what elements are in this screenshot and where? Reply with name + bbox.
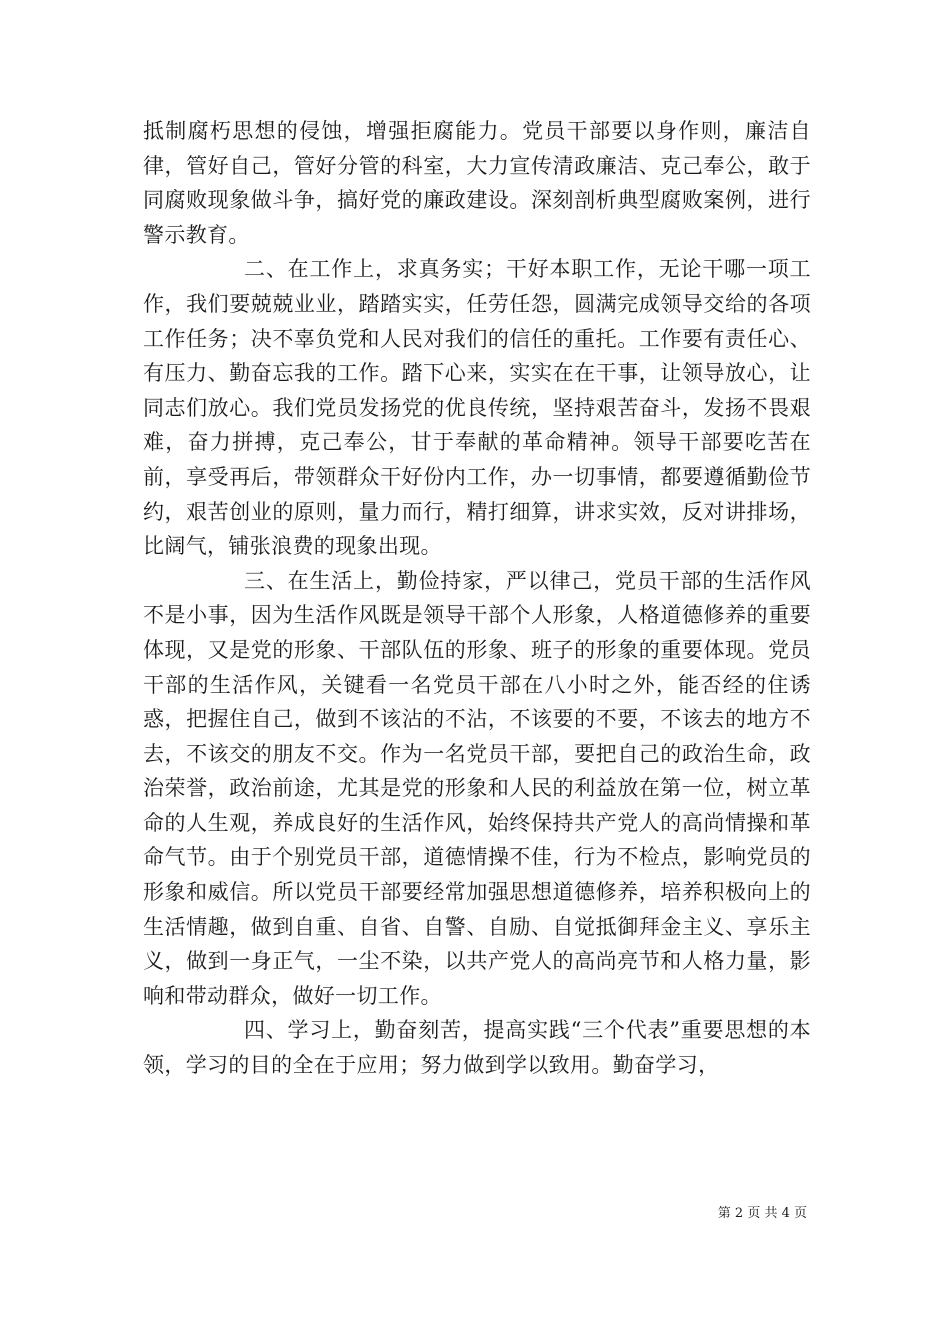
paragraph-life: 三、在生活上，勤俭持家，严以律己，党员干部的生活作风不是小事，因为生活作风既是领导干部个人形象，人格道德修养的重要体现，又是党的形象、干部队伍的形象、班子的形象的重要体现。党员干部的生活作风，关键看一名党员干部在八小时之外，能否经的住诱惑，把握住自己，做到不该沾的不沾，不该要的不要，不该去的地方不去，不该交的朋友不交。作为一名党员干部，要把自己的政治生命，政治荣誉，政治前途，尤其是党的形象和人民的利益放在第一位，树立革命的人生观，养成良好的生活作风，始终保持共产党人的高尚情操和革命气节。由于个别党员干部，道德情操不佳，行为不检点，影响党员的形象和威信。所以党员干部要经常加强思想道德修养，培养积极向上的生活情趣，做到自重、自省、自警、自励、自觉抵御拜金主义、享乐主义，做到一身正气，一尘不染，以共产党人的高尚亮节和人格力量，影响和带动群众，做好一切工作。 — [143, 568, 811, 1008]
document-body — [143, 114, 811, 1083]
paragraph-work: 二、在工作上，求真务实；干好本职工作，无论干哪一项工作，我们要兢兢业业，踏踏实实，任劳任怨，圆满完成领导交给的各项工作任务；决不辜负党和人民对我们的信任的重托。工作要有责任心、有压力、勤奋忘我的工作。踏下心来，实实在在干事，让领导放心，让同志们放心。我们党员发扬党的优良传统，坚持艰苦奋斗，发扬不畏艰难，奋力拼搏，克己奉公，甘于奉献的革命精神。领导干部要吃苦在前，享受再后，带领群众干好份内工作，办一切事情，都要遵循勤俭节约，艰苦创业的原则，量力而行，精打细算，讲求实效，反对讲排场，比阔气，铺张浪费的现象出现。 — [143, 257, 811, 559]
paragraph-continuation: 抵制腐朽思想的侵蚀，增强拒腐能力。党员干部要以身作则，廉洁自律，管好自己，管好分管的科室，大力宣传清政廉洁、克己奉公，敢于同腐败现象做斗争，搞好党的廉政建设。深刻剖析典型腐败案例，进行警示教育。 — [143, 119, 811, 247]
paragraph-study: 四、学习上，勤奋刻苦，提高实践“三个代表”重要思想的本领，学习的目的全在于应用；努力做到学以致用。勤奋学习， — [143, 1018, 811, 1078]
page-number-footer: 第 2 页 共 4 页 — [717, 1206, 807, 1221]
